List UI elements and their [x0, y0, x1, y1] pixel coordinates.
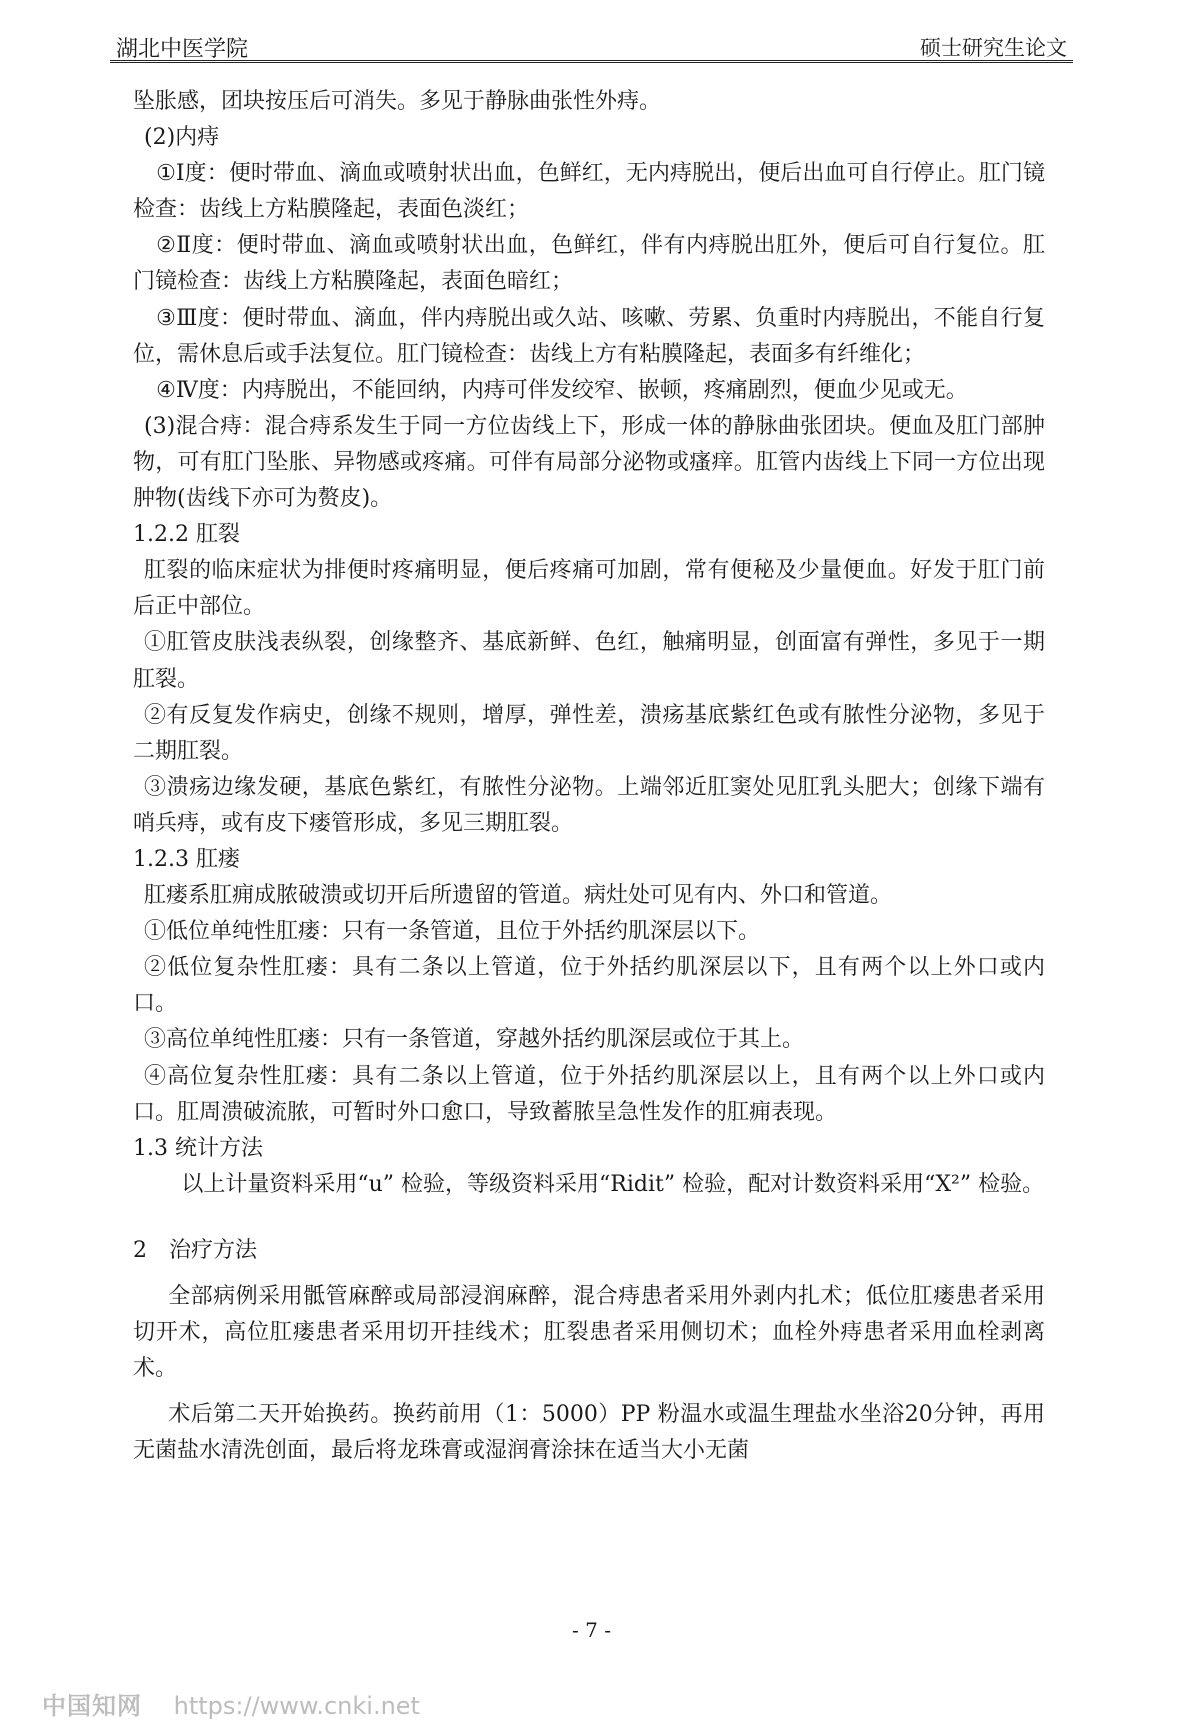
institution-name: 湖北中医学院 — [116, 37, 249, 62]
section-heading: 1.3 统计方法 — [133, 1135, 263, 1161]
thesis-type: 硕士研究生论文 — [920, 36, 1067, 60]
list-item: ③溃疡边缘发硬，基底色紫红，有脓性分泌物。上端邻近肛窦处见肛乳头肥大；创缘下端有哨兵痔，或有皮下瘘管形成，多见三期肛裂。 — [133, 774, 1045, 836]
list-item: ①肛管皮肤浅表纵裂，创缘整齐、基底新鲜、色红，触痛明显，创面富有弹性，多见于一期肛裂。 — [133, 630, 1045, 692]
list-item: ①低位单纯性肛瘘：只有一条管道，且位于外括约肌深层以下。 — [144, 919, 761, 945]
list-item: ④Ⅳ度：内痔脱出，不能回纳，内痔可伴发绞窄、嵌顿，疼痛剧烈，便血少见或无。 — [156, 377, 968, 403]
spacer — [133, 1203, 1045, 1233]
list-item: ③高位单纯性肛瘘：只有一条管道，穿越外括约肌深层或位于其上。 — [144, 1027, 805, 1053]
paragraph: (3)混合痔：混合痔系发生于同一方位齿线上下，形成一体的静脉曲张团块。便血及肛门部肿物，可有肛门坠胀、异物感或疼痛。可伴有局部分泌物或瘙痒。肛管内齿线上下同一方位出现肿物(齿线下亦可为赘皮)。 — [133, 413, 1045, 512]
list-item: ②低位复杂性肛瘘：具有二条以上管道，位于外括约肌深层以下，且有两个以上外口或内口。 — [133, 955, 1045, 1017]
spacer — [133, 1269, 1045, 1279]
paragraph: 以上计量资料采用“u” 检验，等级资料采用“Ridit” 检验，配对计数资料采用“X²” 检验。 — [181, 1171, 1045, 1197]
list-item: ②有反复发作病史，创缘不规则，增厚，弹性差，溃疡基底紫红色或有脓性分泌物，多见于二期肛裂。 — [133, 702, 1045, 764]
paragraph: 坠胀感，团块按压后可消失。多见于静脉曲张性外痔。 — [133, 89, 662, 114]
paragraph: 全部病例采用骶管麻醉或局部浸润麻醉，混合痔患者采用外剥内扎术；低位肛瘘患者采用切开术，高位肛瘘患者采用切开挂线术；肛裂患者采用侧切术；血栓外痔患者采用血栓剥离术。 — [133, 1284, 1045, 1382]
list-item: ②Ⅱ度：便时带血、滴血或喷射状出血，色鲜红，伴有内痔脱出肛外，便后可自行复位。肛门镜检查：齿线上方粘膜隆起，表面色暗红； — [133, 233, 1045, 295]
body-text — [133, 84, 1045, 1469]
spacer — [133, 1387, 1045, 1397]
paragraph: 肛瘘系肛痈成脓破溃或切开后所遗留的管道。病灶处可见有内、外口和管道。 — [144, 883, 893, 909]
section-heading: 1.2.2 肛裂 — [133, 522, 240, 548]
section-heading: 1.2.3 肛瘘 — [133, 846, 240, 872]
chapter-heading: 2 治疗方法 — [133, 1237, 257, 1263]
cnki-url: https://www.cnki.net — [173, 1692, 420, 1720]
list-item: ④高位复杂性肛瘘：具有二条以上管道，位于外括约肌深层以上，且有两个以上外口或内口。肛周溃破流脓，可暂时外口愈口，导致蓄脓呈急性发作的肛痈表现。 — [133, 1063, 1045, 1125]
page-header — [110, 12, 1073, 63]
page-number: - 7 - — [572, 1618, 611, 1642]
paragraph: 术后第二天开始换药。换药前用（1：5000）PP 粉温水或温生理盐水坐浴20分钟，再用无菌盐水清洗创面，最后将龙珠膏或湿润膏涂抹在适当大小无菌 — [133, 1402, 1045, 1464]
list-item: ①Ⅰ度：便时带血、滴血或喷射状出血，色鲜红，无内痔脱出，便后出血可自行停止。肛门镜检查：齿线上方粘膜隆起，表面色淡红； — [133, 161, 1045, 223]
cnki-logo: 中国知网 — [42, 1692, 142, 1720]
list-item: ③Ⅲ度：便时带血、滴血，伴内痔脱出或久站、咳嗽、劳累、负重时内痔脱出，不能自行复位，需休息后或手法复位。肛门镜检查：齿线上方有粘膜隆起，表面多有纤维化； — [133, 305, 1045, 367]
cnki-watermark — [42, 1686, 420, 1721]
paragraph: 肛裂的临床症状为排便时疼痛明显，便后疼痛可加剧，常有便秘及少量便血。好发于肛门前后正中部位。 — [133, 558, 1045, 620]
subheading: (2)内痔 — [144, 125, 220, 151]
